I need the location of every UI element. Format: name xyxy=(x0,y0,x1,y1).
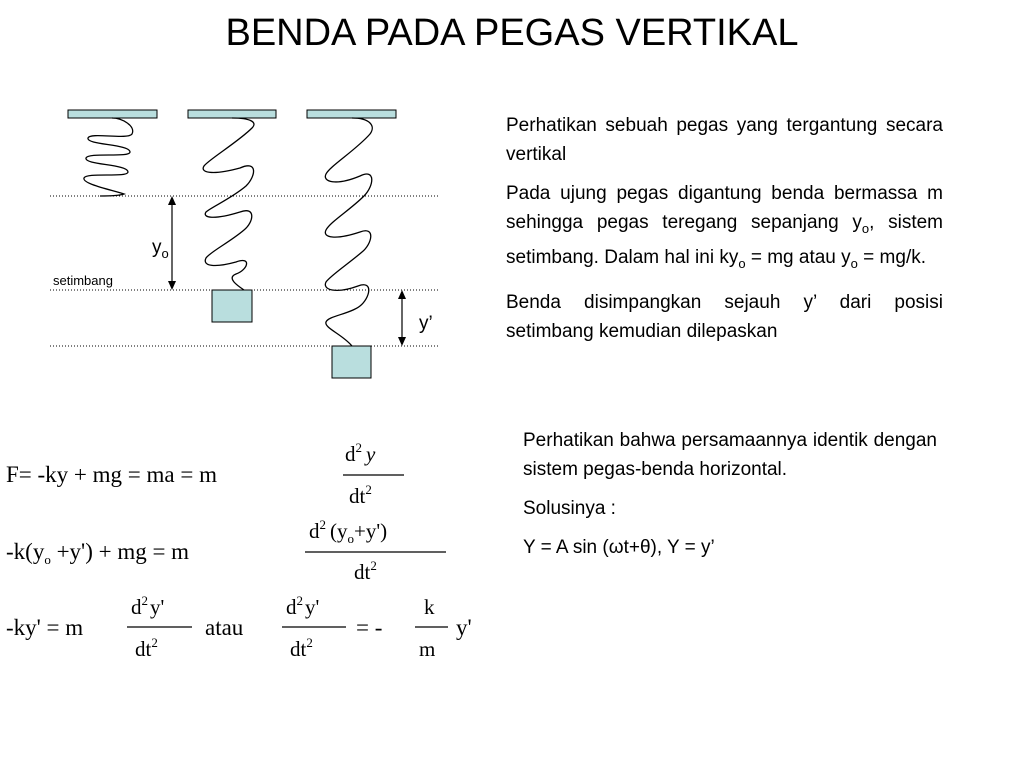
yo-arrow-head-bottom xyxy=(168,281,176,290)
label-yprime: y’ xyxy=(419,313,433,334)
paragraph-solution: Y = A sin (ωt+θ), Y = y’ xyxy=(523,537,715,558)
svg-text:dt2: $dt^2$ xyxy=(354,558,377,584)
mass-block-equilibrium xyxy=(212,290,252,322)
ceiling-plate-3 xyxy=(307,110,396,118)
equation-3 xyxy=(6,593,472,661)
paragraph-hanging-spring: Perhatikan sebuah pegas yang tergantung secara vertikal xyxy=(506,115,943,165)
svg-text:-ky' = m: -ky' = m xyxy=(6,615,84,640)
solution-block xyxy=(523,426,937,572)
svg-text:F= -ky + mg = ma = m: F= -ky + mg = ma = m xyxy=(6,462,217,487)
yprime-arrow-head-top xyxy=(398,290,406,299)
spring-equilibrium xyxy=(203,118,254,290)
paragraph-identical: Perhatikan bahwa persamaannya identik dengan sistem pegas-benda horizontal. xyxy=(523,430,937,480)
label-setimbang: setimbang xyxy=(53,273,113,288)
yo-arrow-head-top xyxy=(168,196,176,205)
paragraph-solution-label: Solusinya : xyxy=(523,498,616,519)
svg-text:y': y' xyxy=(456,615,472,640)
equation-1 xyxy=(6,440,404,508)
spring-unloaded xyxy=(84,118,133,196)
svg-text:-k(yo +y') + mg = m: $-k(y_o +y')$ + mg = m xyxy=(6,539,190,567)
svg-text:d2y': $d^2y'$ xyxy=(131,593,165,619)
yprime-arrow-head-bottom xyxy=(398,337,406,346)
page-title: BENDA PADA PEGAS VERTIKAL xyxy=(225,12,799,54)
svg-text:dt2: $dt^2$ xyxy=(135,635,158,661)
spring-diagram xyxy=(0,0,470,400)
paragraph-displacement: Benda disimpangkan sejauh y’ dari posisi setimbang kemudian dilepaskan xyxy=(506,291,943,342)
svg-text:k: k xyxy=(424,595,435,619)
ceiling-plate-2 xyxy=(188,110,276,118)
spring-displaced xyxy=(325,118,372,346)
ceiling-plate-1 xyxy=(68,110,157,118)
svg-text:d2(yo+y'): $d^2$ $(y_o+y')$ xyxy=(309,517,388,546)
svg-text:atau: atau xyxy=(205,615,244,640)
svg-text:m: m xyxy=(419,637,436,661)
explanation-block xyxy=(506,111,943,356)
svg-text:d2y': $d^2y'$ xyxy=(286,593,320,619)
svg-text:= -: = - xyxy=(356,615,383,640)
paragraph-equilibrium: Pada ujung pegas digantung benda bermassa m sehingga pegas teregang sepanjang $y_o$, sistem setimbang. Dalam hal ini $ky_o$ = mg atau $y_o = mg/k$. xyxy=(506,183,943,271)
svg-text:dt2: $dt^2$ xyxy=(349,482,372,508)
label-yo: $y_o$ xyxy=(152,237,169,261)
svg-text:d2y: $d^2$ y xyxy=(345,440,376,466)
equations xyxy=(0,425,500,685)
equation-2 xyxy=(6,517,446,584)
svg-text:dt2: $dt^2$ xyxy=(290,635,313,661)
mass-block-displaced xyxy=(332,346,371,378)
